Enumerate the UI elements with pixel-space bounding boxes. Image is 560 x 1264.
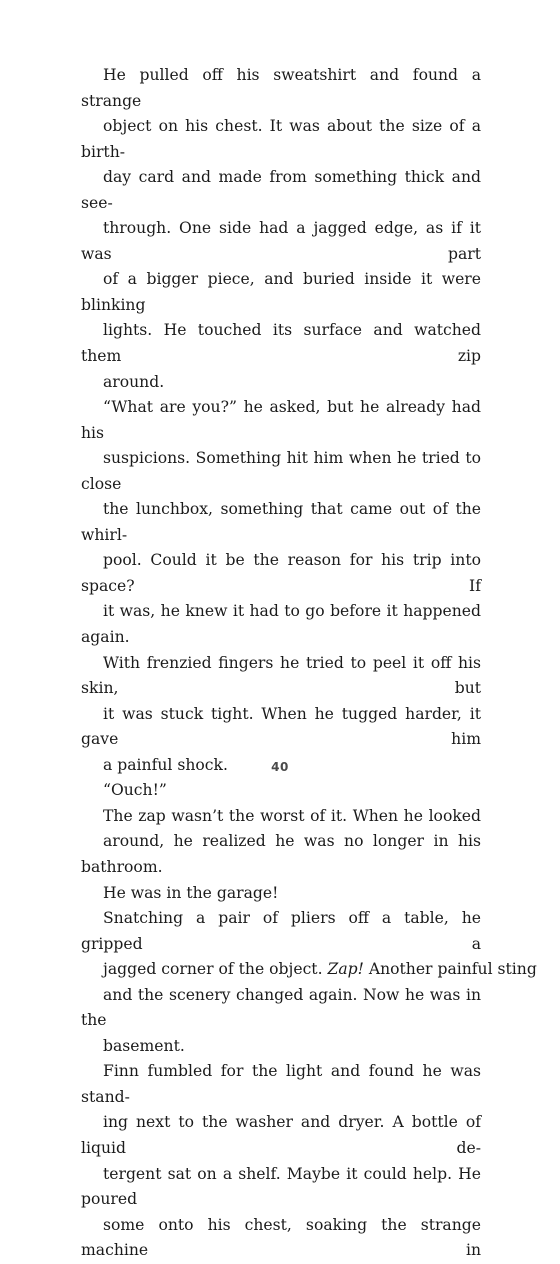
text-line: He pulled off his sweatshirt and found a strange	[81, 66, 481, 110]
paragraph	[81, 778, 481, 804]
text-fragment: Another painful sting	[363, 960, 537, 979]
text-line: suspicions. Something hit him when he tried to close	[81, 449, 481, 493]
text-line: day card and made from something thick and see-	[81, 168, 481, 212]
text-line: He was in the garage!	[103, 883, 279, 902]
text-fragment: jagged corner of the object.	[103, 960, 328, 979]
text-line: lights. He touched its surface and watched them zip	[81, 321, 481, 366]
text-line: around.	[103, 372, 165, 391]
book-page-body	[81, 63, 537, 1264]
text-line	[81, 957, 537, 983]
text-line: through. One side had a jagged edge, as if it was part	[81, 219, 481, 263]
paragraph	[81, 1059, 481, 1263]
text-line: The zap wasn’t the worst of it. When he looked	[103, 806, 481, 825]
text-line: basement.	[103, 1036, 185, 1055]
text-line: a painful shock.	[103, 755, 228, 774]
paragraph	[81, 804, 481, 906]
paragraph	[81, 395, 481, 778]
text-line: ing next to the washer and dryer. A bottle of liquid de-	[81, 1113, 481, 1157]
text-line: With frenzied fingers he tried to peel it off his skin, but	[81, 653, 481, 698]
paragraph	[81, 906, 537, 1059]
text-line: some onto his chest, soaking the strange machine in	[81, 1215, 481, 1260]
text-line: “Ouch!”	[103, 781, 167, 800]
text-line: it was stuck tight. When he tugged harder, it gave him	[81, 704, 481, 749]
text-line: and the scenery changed again. Now he was in the	[81, 985, 481, 1030]
text-line: the lunchbox, something that came out of the whirl-	[81, 500, 481, 544]
emphasis-text: Zap!	[327, 960, 364, 979]
text-line: pool. Could it be the reason for his trip into space? If	[81, 551, 481, 595]
text-line: it was, he knew it had to go before it happened again.	[81, 602, 481, 647]
text-line: Finn fumbled for the light and found he was stand-	[81, 1062, 481, 1106]
text-line: tergent sat on a shelf. Maybe it could help. He poured	[81, 1164, 481, 1209]
paragraph	[81, 63, 481, 395]
text-line: “What are you?” he asked, but he already had his	[81, 398, 481, 442]
text-line: Snatching a pair of pliers off a table, he gripped a	[81, 909, 481, 953]
text-line: object on his chest. It was about the size of a birth-	[81, 117, 481, 161]
text-line: of a bigger piece, and buried inside it were blinking	[81, 270, 481, 314]
text-line: around, he realized he was no longer in his bathroom.	[81, 832, 481, 876]
page-number: 40	[271, 760, 289, 774]
